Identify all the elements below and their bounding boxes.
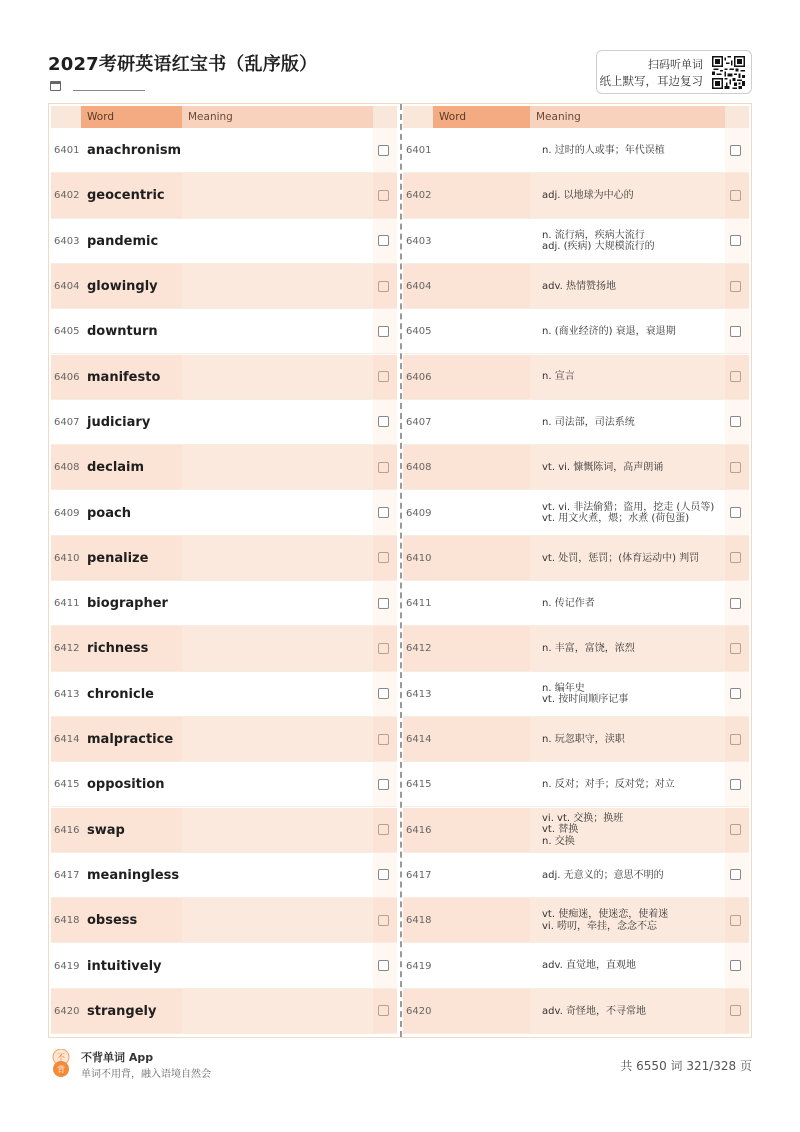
meaning-cell[interactable] [182,128,373,173]
table-row [51,309,397,354]
meaning-cell[interactable] [182,808,373,853]
meaning-line: adv. 奇怪地，不寻常地 [542,1005,646,1017]
mastered-checkbox[interactable] [730,1005,741,1016]
word-text: judiciary [87,414,151,430]
table-row [51,717,397,762]
mastered-checkbox[interactable] [378,869,389,880]
meaning-line: n. 过时的人或事；年代误植 [542,144,665,156]
mastered-checkbox[interactable] [378,145,389,156]
app-logo-top-text: 不 [57,1053,65,1062]
meaning-line: adj. 以地球为中心的 [542,190,634,202]
mastered-checkbox[interactable] [730,416,741,427]
meaning-cell[interactable] [182,581,373,626]
word-text: penalize [87,550,149,566]
meaning-line: n. 编年史 [542,682,585,694]
meaning-line: adv. 热情赞扬地 [542,280,616,292]
meaning-line: vi. 唠叨，牵挂，念念不忘 [542,920,658,932]
meaning-line: vt. 替换 [542,824,579,836]
word-number: 6408 [54,462,80,474]
header-word: Word [433,106,530,128]
meaning-text [536,717,725,762]
meaning-line: adj. (疾病) 大规模流行的 [542,241,655,253]
mastered-checkbox[interactable] [730,190,741,201]
mastered-checkbox[interactable] [730,779,741,790]
calendar-icon [50,81,61,91]
word-text: downturn [87,324,158,340]
table-row [51,989,397,1034]
word-number: 6419 [54,960,80,972]
mastered-checkbox[interactable] [378,507,389,518]
word-number: 6412 [406,643,432,655]
mastered-checkbox[interactable] [378,915,389,926]
word-text: meaningless [87,867,180,883]
meaning-cell[interactable] [182,898,373,943]
meaning-line: vt. vi. 慷慨陈词，高声朗诵 [542,461,664,473]
mastered-checkbox[interactable] [378,688,389,699]
row-separator [403,1033,749,1034]
meaning-line: vt. 处罚，惩罚；(体育运动中) 判罚 [542,552,700,564]
meaning-line: n. 反对；对手；反对党；对立 [542,779,675,791]
word-text: geocentric [87,188,165,204]
word-text: manifesto [87,369,161,385]
date-blank-line [73,90,145,91]
meaning-line: n. 传记作者 [542,597,595,609]
meaning-line: vi. vt. 交换；换班 [542,812,624,824]
meaning-line: n. 玩忽职守，渎职 [542,733,625,745]
meaning-text [536,898,725,943]
table-row [51,490,397,535]
word-number: 6401 [406,145,432,157]
table-row [403,989,749,1034]
table-row [51,762,397,807]
meaning-cell[interactable] [182,943,373,988]
table-row [403,898,749,943]
meaning-cell[interactable] [182,309,373,354]
meaning-text [536,808,725,853]
table-row [51,400,397,445]
table-row [403,717,749,762]
mastered-checkbox[interactable] [378,416,389,427]
meaning-line: n. 宣言 [542,371,575,383]
mastered-checkbox[interactable] [378,371,389,382]
word-number: 6405 [406,326,432,338]
table-row [51,264,397,309]
meaning-column-panel [403,104,749,1037]
word-text: biographer [87,596,168,612]
word-text: richness [87,641,149,657]
table-row [51,853,397,898]
word-number: 6411 [54,598,80,610]
word-number: 6401 [54,145,80,157]
word-number: 6403 [54,235,80,247]
mastered-checkbox[interactable] [730,326,741,337]
mastered-checkbox[interactable] [730,462,741,473]
word-number: 6411 [406,598,432,610]
row-separator [51,1033,397,1034]
meaning-cell[interactable] [182,490,373,535]
word-number: 6409 [54,507,80,519]
word-number: 6410 [54,552,80,564]
table-row [51,672,397,717]
meaning-cell[interactable] [182,672,373,717]
app-logo [50,1049,72,1077]
word-number: 6407 [54,416,80,428]
table-row [403,943,749,988]
meaning-cell[interactable] [182,989,373,1034]
mastered-checkbox[interactable] [378,552,389,563]
meaning-text [536,400,725,445]
table-row [51,943,397,988]
table-row [51,355,397,400]
meaning-text [536,309,725,354]
word-number: 6403 [406,235,432,247]
word-number: 6420 [54,1005,80,1017]
meaning-line: n. 流行病，疾病大流行 [542,229,645,241]
qr-card[interactable] [596,50,752,94]
meaning-cell[interactable] [182,626,373,671]
meaning-line: vt. vi. 非法偷猎；盗用，挖走 (人员等) [542,501,715,513]
word-number: 6416 [406,824,432,836]
meaning-text [536,445,725,490]
table-row [403,264,749,309]
meaning-line: adj. 无意义的；意思不明的 [542,869,664,881]
meaning-text [536,626,725,671]
meaning-text [536,536,725,581]
mastered-checkbox[interactable] [730,507,741,518]
word-number: 6408 [406,462,432,474]
app-name: 不背单词 App [81,1051,154,1064]
table-row [403,309,749,354]
table-row [51,219,397,264]
table-row [51,898,397,943]
meaning-cell[interactable] [182,717,373,762]
word-number: 6414 [54,734,80,746]
meaning-text [536,762,725,807]
word-number: 6414 [406,734,432,746]
meaning-line: n. 丰富，富饶，浓烈 [542,643,635,655]
word-number: 6418 [54,915,80,927]
table-row [51,445,397,490]
meaning-text [536,490,725,535]
table-row [51,626,397,671]
header-meaning: Meaning [182,106,373,128]
mastered-checkbox[interactable] [378,643,389,654]
meaning-cell[interactable] [182,400,373,445]
word-number: 6407 [406,416,432,428]
word-number: 6404 [54,281,80,293]
mastered-checkbox[interactable] [378,960,389,971]
word-text: opposition [87,777,165,793]
mastered-checkbox[interactable] [730,960,741,971]
table-row [403,173,749,218]
word-text: obsess [87,913,138,929]
meaning-line: n. (商业经济的) 衰退，衰退期 [542,326,676,338]
word-number: 6418 [406,915,432,927]
meaning-text [536,672,725,717]
word-number: 6415 [54,779,80,791]
table-row [403,762,749,807]
page-title: 2027考研英语红宝书（乱序版） [48,54,318,75]
word-column-panel [51,104,397,1037]
table-row [51,173,397,218]
word-text: anachronism [87,143,182,159]
header-meaning: Meaning [530,106,725,128]
word-number: 6416 [54,824,80,836]
word-number: 6404 [406,281,432,293]
mastered-checkbox[interactable] [378,1005,389,1016]
header-check-cell [373,106,397,128]
table-row [403,581,749,626]
word-number: 6417 [54,869,80,881]
mastered-checkbox[interactable] [730,734,741,745]
meaning-text [536,128,725,173]
table-row [403,445,749,490]
table-row [403,400,749,445]
meaning-text [536,989,725,1034]
word-number: 6413 [54,688,80,700]
mastered-checkbox[interactable] [378,779,389,790]
meaning-line: n. 交换 [542,835,575,847]
mastered-checkbox[interactable] [730,598,741,609]
table-row [403,490,749,535]
qr-caption-line1: 扫码听单词 [648,58,703,71]
word-sheet [48,103,752,1038]
word-number: 6412 [54,643,80,655]
mastered-checkbox[interactable] [730,824,741,835]
meaning-line: vt. 使痴迷，使迷恋，使着迷 [542,909,669,921]
mastered-checkbox[interactable] [730,869,741,880]
meaning-line: vt. 用文火煮，煨；水煮 (荷包蛋) [542,513,690,525]
table-row [403,853,749,898]
meaning-cell[interactable] [182,219,373,264]
mastered-checkbox[interactable] [730,688,741,699]
mastered-checkbox[interactable] [730,281,741,292]
fold-divider [400,104,402,1037]
table-row [403,219,749,264]
word-number: 6419 [406,960,432,972]
word-number: 6405 [54,326,80,338]
mastered-checkbox[interactable] [730,643,741,654]
table-row [51,808,397,853]
word-number: 6413 [406,688,432,700]
qr-caption-line2: 纸上默写，耳边复习 [599,74,703,88]
mastered-checkbox[interactable] [378,462,389,473]
word-text: strangely [87,1003,157,1019]
word-number: 6420 [406,1005,432,1017]
header-check-cell [725,106,749,128]
mastered-checkbox[interactable] [730,915,741,926]
word-text: chronicle [87,686,154,702]
word-text: declaim [87,460,145,476]
mastered-checkbox[interactable] [378,824,389,835]
word-number: 6402 [54,190,80,202]
meaning-line: adv. 直觉地，直观地 [542,960,636,972]
table-row [403,626,749,671]
app-slogan: 单词不用背，融入语境自然会 [81,1069,211,1080]
meaning-line: vt. 按时间顺序记事 [542,694,629,706]
table-header [403,106,749,128]
header-num-cell [51,106,81,128]
mastered-checkbox[interactable] [378,734,389,745]
word-text: poach [87,505,131,521]
mastered-checkbox[interactable] [378,326,389,337]
app-logo-bottom-text: 背 [57,1065,65,1074]
table-row [403,355,749,400]
word-number: 6417 [406,869,432,881]
mastered-checkbox[interactable] [730,145,741,156]
word-number: 6409 [406,507,432,519]
mastered-checkbox[interactable] [730,235,741,246]
table-row [403,128,749,173]
meaning-cell[interactable] [182,445,373,490]
table-row [51,581,397,626]
meaning-text [536,853,725,898]
meaning-cell[interactable] [182,264,373,309]
meaning-text [536,355,725,400]
mastered-checkbox[interactable] [730,552,741,563]
word-number: 6406 [54,371,80,383]
word-text: malpractice [87,732,174,748]
word-number: 6406 [406,371,432,383]
table-row [51,536,397,581]
mastered-checkbox[interactable] [730,371,741,382]
word-number: 6402 [406,190,432,202]
mastered-checkbox[interactable] [378,598,389,609]
table-row [403,672,749,717]
meaning-cell[interactable] [182,853,373,898]
qr-code-icon[interactable] [712,56,745,89]
table-header [51,106,397,128]
meaning-text [536,219,725,264]
meaning-cell[interactable] [182,173,373,218]
meaning-text [536,173,725,218]
word-text: pandemic [87,233,159,249]
qr-caption [600,57,704,89]
header-word: Word [81,106,182,128]
mastered-checkbox[interactable] [378,235,389,246]
mastered-checkbox[interactable] [378,190,389,201]
word-text: swap [87,822,125,838]
table-row [51,128,397,173]
word-text: glowingly [87,279,158,295]
word-number: 6410 [406,552,432,564]
word-text: intuitively [87,958,162,974]
meaning-text [536,264,725,309]
word-number: 6415 [406,779,432,791]
mastered-checkbox[interactable] [378,281,389,292]
meaning-text [536,581,725,626]
meaning-line: n. 司法部，司法系统 [542,416,635,428]
table-row [403,536,749,581]
meaning-cell[interactable] [182,355,373,400]
table-row [403,808,749,853]
page-info: 共 6550 词 321/328 页 [620,1059,752,1073]
meaning-cell[interactable] [182,536,373,581]
header-num-cell [403,106,433,128]
meaning-cell[interactable] [182,762,373,807]
date-field [50,81,145,91]
meaning-text [536,943,725,988]
